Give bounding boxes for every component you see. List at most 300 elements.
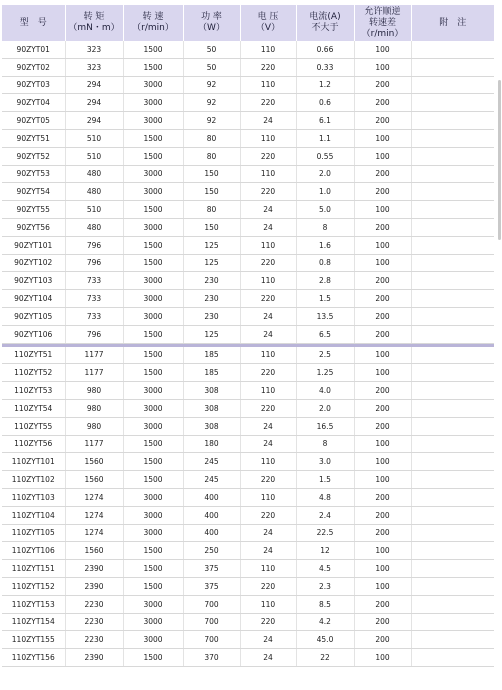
cell-notes	[411, 129, 494, 147]
header-notes: 附 注	[411, 5, 494, 41]
cell-notes	[411, 58, 494, 76]
cell-speed-difference: 100	[354, 201, 411, 219]
cell-current: 45.0	[296, 631, 354, 649]
table-row	[2, 453, 494, 471]
cell-speed: 3000	[123, 76, 183, 94]
cell-speed: 1500	[123, 41, 183, 58]
cell-model: 90ZYT05	[2, 112, 65, 130]
cell-speed-difference: 200	[354, 631, 411, 649]
cell-model: 110ZYT53	[2, 382, 65, 400]
cell-model: 110ZYT105	[2, 524, 65, 542]
cell-speed: 3000	[123, 165, 183, 183]
cell-notes	[411, 290, 494, 308]
cell-voltage: 24	[240, 201, 296, 219]
cell-model: 90ZYT55	[2, 201, 65, 219]
cell-torque: 1274	[65, 506, 123, 524]
cell-speed-difference: 200	[354, 272, 411, 290]
table-row	[2, 236, 494, 254]
table-row	[2, 417, 494, 435]
cell-torque: 510	[65, 129, 123, 147]
cell-power: 125	[183, 325, 240, 343]
cell-speed-difference: 200	[354, 506, 411, 524]
cell-speed-difference: 100	[354, 649, 411, 667]
cell-notes	[411, 631, 494, 649]
table-row	[2, 147, 494, 165]
table-header-row	[2, 5, 494, 41]
table-row	[2, 577, 494, 595]
cell-voltage: 110	[240, 453, 296, 471]
cell-voltage: 110	[240, 595, 296, 613]
cell-speed-difference: 200	[354, 307, 411, 325]
cell-speed: 1500	[123, 236, 183, 254]
cell-voltage: 24	[240, 435, 296, 453]
cell-voltage: 110	[240, 129, 296, 147]
table-row	[2, 488, 494, 506]
table-row	[2, 542, 494, 560]
cell-notes	[411, 613, 494, 631]
cell-power: 230	[183, 290, 240, 308]
cell-torque: 1560	[65, 471, 123, 489]
table-row	[2, 94, 494, 112]
cell-notes	[411, 218, 494, 236]
cell-model: 110ZYT51	[2, 347, 65, 364]
cell-voltage: 110	[240, 488, 296, 506]
cell-speed-difference: 200	[354, 613, 411, 631]
cell-current: 1.1	[296, 129, 354, 147]
cell-voltage: 110	[240, 76, 296, 94]
table-row	[2, 254, 494, 272]
cell-torque: 1177	[65, 347, 123, 364]
table-row	[2, 399, 494, 417]
cell-speed: 3000	[123, 94, 183, 112]
cell-speed: 3000	[123, 272, 183, 290]
cell-speed-difference: 100	[354, 254, 411, 272]
cell-voltage: 110	[240, 165, 296, 183]
cell-power: 185	[183, 364, 240, 382]
cell-torque: 980	[65, 417, 123, 435]
motor-spec-table	[2, 5, 494, 667]
cell-model: 90ZYT02	[2, 58, 65, 76]
cell-notes	[411, 41, 494, 58]
cell-speed: 3000	[123, 631, 183, 649]
cell-power: 150	[183, 165, 240, 183]
table-row	[2, 347, 494, 364]
cell-speed: 1500	[123, 58, 183, 76]
cell-speed-difference: 100	[354, 58, 411, 76]
table-row	[2, 129, 494, 147]
cell-power: 308	[183, 417, 240, 435]
cell-current: 0.6	[296, 94, 354, 112]
cell-speed: 3000	[123, 595, 183, 613]
cell-voltage: 220	[240, 613, 296, 631]
cell-current: 5.0	[296, 201, 354, 219]
cell-torque: 733	[65, 272, 123, 290]
cell-model: 90ZYT56	[2, 218, 65, 236]
table-row	[2, 218, 494, 236]
cell-current: 1.25	[296, 364, 354, 382]
cell-power: 150	[183, 218, 240, 236]
header-torque: 转 矩 （mN・m）	[65, 5, 123, 41]
cell-current: 13.5	[296, 307, 354, 325]
cell-speed: 3000	[123, 488, 183, 506]
cell-voltage: 24	[240, 649, 296, 667]
motor-spec-table-container	[2, 5, 494, 667]
cell-torque: 796	[65, 325, 123, 343]
cell-torque: 796	[65, 254, 123, 272]
cell-voltage: 24	[240, 112, 296, 130]
cell-speed: 1500	[123, 471, 183, 489]
cell-model: 90ZYT04	[2, 94, 65, 112]
cell-voltage: 220	[240, 364, 296, 382]
cell-voltage: 24	[240, 631, 296, 649]
header-speed: 转 速 （r/min）	[123, 5, 183, 41]
cell-current: 16.5	[296, 417, 354, 435]
cell-notes	[411, 236, 494, 254]
cell-power: 80	[183, 201, 240, 219]
cell-notes	[411, 488, 494, 506]
cell-torque: 980	[65, 382, 123, 400]
cell-current: 0.55	[296, 147, 354, 165]
cell-speed-difference: 100	[354, 471, 411, 489]
cell-current: 2.0	[296, 165, 354, 183]
cell-voltage: 220	[240, 577, 296, 595]
cell-current: 1.0	[296, 183, 354, 201]
cell-model: 110ZYT153	[2, 595, 65, 613]
cell-current: 6.1	[296, 112, 354, 130]
table-row	[2, 112, 494, 130]
cell-speed: 1500	[123, 201, 183, 219]
cell-speed: 3000	[123, 290, 183, 308]
cell-speed: 3000	[123, 613, 183, 631]
cell-torque: 510	[65, 201, 123, 219]
cell-model: 110ZYT102	[2, 471, 65, 489]
cell-power: 308	[183, 399, 240, 417]
cell-torque: 1560	[65, 542, 123, 560]
cell-torque: 733	[65, 307, 123, 325]
header-voltage: 电 压 （V）	[240, 5, 296, 41]
cell-voltage: 24	[240, 524, 296, 542]
cell-speed-difference: 200	[354, 325, 411, 343]
cell-power: 230	[183, 272, 240, 290]
cell-current: 2.5	[296, 347, 354, 364]
cell-notes	[411, 272, 494, 290]
cell-torque: 2390	[65, 560, 123, 578]
cell-notes	[411, 325, 494, 343]
cell-voltage: 24	[240, 218, 296, 236]
cell-power: 185	[183, 347, 240, 364]
cell-power: 92	[183, 94, 240, 112]
cell-torque: 510	[65, 147, 123, 165]
cell-speed-difference: 100	[354, 236, 411, 254]
cell-speed-difference: 100	[354, 577, 411, 595]
cell-power: 92	[183, 76, 240, 94]
cell-power: 80	[183, 129, 240, 147]
cell-torque: 1274	[65, 488, 123, 506]
table-row	[2, 272, 494, 290]
cell-speed-difference: 200	[354, 488, 411, 506]
cell-speed: 1500	[123, 364, 183, 382]
cell-notes	[411, 183, 494, 201]
cell-current: 4.5	[296, 560, 354, 578]
cell-power: 50	[183, 58, 240, 76]
cell-speed: 1500	[123, 254, 183, 272]
cell-speed: 1500	[123, 649, 183, 667]
cell-notes	[411, 649, 494, 667]
cell-voltage: 110	[240, 41, 296, 58]
cell-torque: 2230	[65, 595, 123, 613]
cell-notes	[411, 254, 494, 272]
cell-voltage: 220	[240, 506, 296, 524]
cell-current: 1.6	[296, 236, 354, 254]
cell-torque: 2230	[65, 613, 123, 631]
cell-notes	[411, 417, 494, 435]
cell-model: 90ZYT03	[2, 76, 65, 94]
cell-voltage: 24	[240, 417, 296, 435]
table-row	[2, 524, 494, 542]
cell-power: 50	[183, 41, 240, 58]
cell-current: 2.4	[296, 506, 354, 524]
table-body	[2, 41, 494, 666]
cell-power: 180	[183, 435, 240, 453]
cell-notes	[411, 76, 494, 94]
cell-speed-difference: 200	[354, 183, 411, 201]
table-row	[2, 435, 494, 453]
cell-notes	[411, 347, 494, 364]
scrollbar[interactable]	[498, 80, 501, 240]
cell-model: 90ZYT54	[2, 183, 65, 201]
cell-model: 90ZYT51	[2, 129, 65, 147]
header-model: 型 号	[2, 5, 65, 41]
table-row	[2, 165, 494, 183]
cell-speed-difference: 200	[354, 417, 411, 435]
cell-model: 90ZYT52	[2, 147, 65, 165]
cell-power: 125	[183, 254, 240, 272]
cell-current: 0.66	[296, 41, 354, 58]
cell-notes	[411, 542, 494, 560]
cell-speed-difference: 200	[354, 382, 411, 400]
cell-model: 110ZYT101	[2, 453, 65, 471]
cell-speed-difference: 100	[354, 435, 411, 453]
cell-model: 90ZYT53	[2, 165, 65, 183]
cell-current: 6.5	[296, 325, 354, 343]
cell-current: 1.2	[296, 76, 354, 94]
cell-power: 400	[183, 524, 240, 542]
cell-torque: 2390	[65, 577, 123, 595]
cell-current: 22.5	[296, 524, 354, 542]
cell-current: 2.3	[296, 577, 354, 595]
cell-speed: 1500	[123, 147, 183, 165]
cell-speed-difference: 100	[354, 560, 411, 578]
cell-torque: 294	[65, 112, 123, 130]
cell-model: 90ZYT102	[2, 254, 65, 272]
cell-power: 308	[183, 382, 240, 400]
table-row	[2, 58, 494, 76]
cell-torque: 323	[65, 41, 123, 58]
cell-current: 8	[296, 218, 354, 236]
cell-power: 370	[183, 649, 240, 667]
cell-voltage: 220	[240, 58, 296, 76]
cell-voltage: 220	[240, 471, 296, 489]
cell-model: 90ZYT106	[2, 325, 65, 343]
cell-notes	[411, 471, 494, 489]
table-row	[2, 325, 494, 343]
header-speed-difference: 允许顺逆 转速差（r/min）	[354, 5, 411, 41]
cell-speed: 3000	[123, 112, 183, 130]
cell-model: 90ZYT103	[2, 272, 65, 290]
cell-model: 110ZYT55	[2, 417, 65, 435]
cell-notes	[411, 577, 494, 595]
cell-torque: 2390	[65, 649, 123, 667]
cell-torque: 2230	[65, 631, 123, 649]
cell-model: 110ZYT155	[2, 631, 65, 649]
cell-power: 125	[183, 236, 240, 254]
table-row	[2, 595, 494, 613]
cell-speed-difference: 100	[354, 542, 411, 560]
table-row	[2, 631, 494, 649]
cell-voltage: 220	[240, 290, 296, 308]
cell-current: 8	[296, 435, 354, 453]
header-power: 功 率 （W）	[183, 5, 240, 41]
cell-speed-difference: 200	[354, 290, 411, 308]
cell-speed: 3000	[123, 307, 183, 325]
cell-current: 2.0	[296, 399, 354, 417]
cell-notes	[411, 595, 494, 613]
cell-speed: 3000	[123, 524, 183, 542]
table-row	[2, 76, 494, 94]
cell-speed: 1500	[123, 542, 183, 560]
cell-voltage: 110	[240, 347, 296, 364]
cell-speed: 1500	[123, 577, 183, 595]
cell-speed-difference: 200	[354, 165, 411, 183]
cell-current: 2.8	[296, 272, 354, 290]
cell-notes	[411, 364, 494, 382]
cell-speed-difference: 200	[354, 76, 411, 94]
cell-power: 230	[183, 307, 240, 325]
cell-torque: 1560	[65, 453, 123, 471]
cell-model: 110ZYT52	[2, 364, 65, 382]
header-current: 电流(A) 不大于	[296, 5, 354, 41]
table-row	[2, 649, 494, 667]
cell-power: 700	[183, 631, 240, 649]
table-row	[2, 382, 494, 400]
cell-speed: 1500	[123, 435, 183, 453]
cell-voltage: 110	[240, 236, 296, 254]
table-row	[2, 560, 494, 578]
cell-voltage: 220	[240, 94, 296, 112]
cell-power: 150	[183, 183, 240, 201]
cell-torque: 480	[65, 183, 123, 201]
cell-current: 4.8	[296, 488, 354, 506]
cell-speed-difference: 100	[354, 129, 411, 147]
cell-power: 92	[183, 112, 240, 130]
cell-speed-difference: 100	[354, 41, 411, 58]
cell-current: 1.5	[296, 471, 354, 489]
cell-speed-difference: 100	[354, 347, 411, 364]
table-row	[2, 201, 494, 219]
cell-notes	[411, 560, 494, 578]
cell-speed: 1500	[123, 325, 183, 343]
cell-speed: 3000	[123, 382, 183, 400]
cell-torque: 796	[65, 236, 123, 254]
cell-speed: 1500	[123, 453, 183, 471]
cell-notes	[411, 524, 494, 542]
table-row	[2, 307, 494, 325]
cell-power: 375	[183, 577, 240, 595]
cell-model: 90ZYT105	[2, 307, 65, 325]
cell-model: 110ZYT104	[2, 506, 65, 524]
cell-speed-difference: 200	[354, 595, 411, 613]
table-row	[2, 613, 494, 631]
cell-current: 22	[296, 649, 354, 667]
cell-torque: 1274	[65, 524, 123, 542]
cell-speed-difference: 200	[354, 218, 411, 236]
cell-voltage: 220	[240, 147, 296, 165]
cell-speed-difference: 100	[354, 453, 411, 471]
cell-voltage: 220	[240, 399, 296, 417]
cell-notes	[411, 307, 494, 325]
cell-power: 700	[183, 595, 240, 613]
cell-notes	[411, 453, 494, 471]
cell-current: 3.0	[296, 453, 354, 471]
cell-voltage: 24	[240, 325, 296, 343]
cell-power: 245	[183, 453, 240, 471]
cell-current: 1.5	[296, 290, 354, 308]
cell-current: 12	[296, 542, 354, 560]
cell-model: 110ZYT56	[2, 435, 65, 453]
cell-speed: 3000	[123, 218, 183, 236]
cell-voltage: 24	[240, 542, 296, 560]
cell-current: 4.0	[296, 382, 354, 400]
cell-power: 700	[183, 613, 240, 631]
cell-speed: 3000	[123, 183, 183, 201]
cell-model: 110ZYT54	[2, 399, 65, 417]
cell-notes	[411, 112, 494, 130]
cell-speed-difference: 200	[354, 399, 411, 417]
table-row	[2, 290, 494, 308]
cell-voltage: 220	[240, 254, 296, 272]
cell-speed: 3000	[123, 399, 183, 417]
table-row	[2, 506, 494, 524]
cell-model: 90ZYT104	[2, 290, 65, 308]
cell-voltage: 110	[240, 272, 296, 290]
cell-notes	[411, 165, 494, 183]
cell-voltage: 24	[240, 307, 296, 325]
cell-power: 80	[183, 147, 240, 165]
cell-model: 110ZYT151	[2, 560, 65, 578]
cell-voltage: 220	[240, 183, 296, 201]
cell-model: 110ZYT156	[2, 649, 65, 667]
cell-current: 0.8	[296, 254, 354, 272]
cell-speed: 1500	[123, 347, 183, 364]
cell-notes	[411, 382, 494, 400]
cell-current: 4.2	[296, 613, 354, 631]
cell-model: 110ZYT152	[2, 577, 65, 595]
cell-voltage: 110	[240, 382, 296, 400]
cell-model: 110ZYT106	[2, 542, 65, 560]
cell-speed: 3000	[123, 506, 183, 524]
cell-notes	[411, 94, 494, 112]
cell-torque: 480	[65, 165, 123, 183]
cell-torque: 480	[65, 218, 123, 236]
cell-model: 110ZYT154	[2, 613, 65, 631]
cell-torque: 323	[65, 58, 123, 76]
cell-speed-difference: 200	[354, 524, 411, 542]
cell-model: 90ZYT01	[2, 41, 65, 58]
cell-notes	[411, 147, 494, 165]
table-row	[2, 471, 494, 489]
cell-notes	[411, 399, 494, 417]
table-row	[2, 41, 494, 58]
